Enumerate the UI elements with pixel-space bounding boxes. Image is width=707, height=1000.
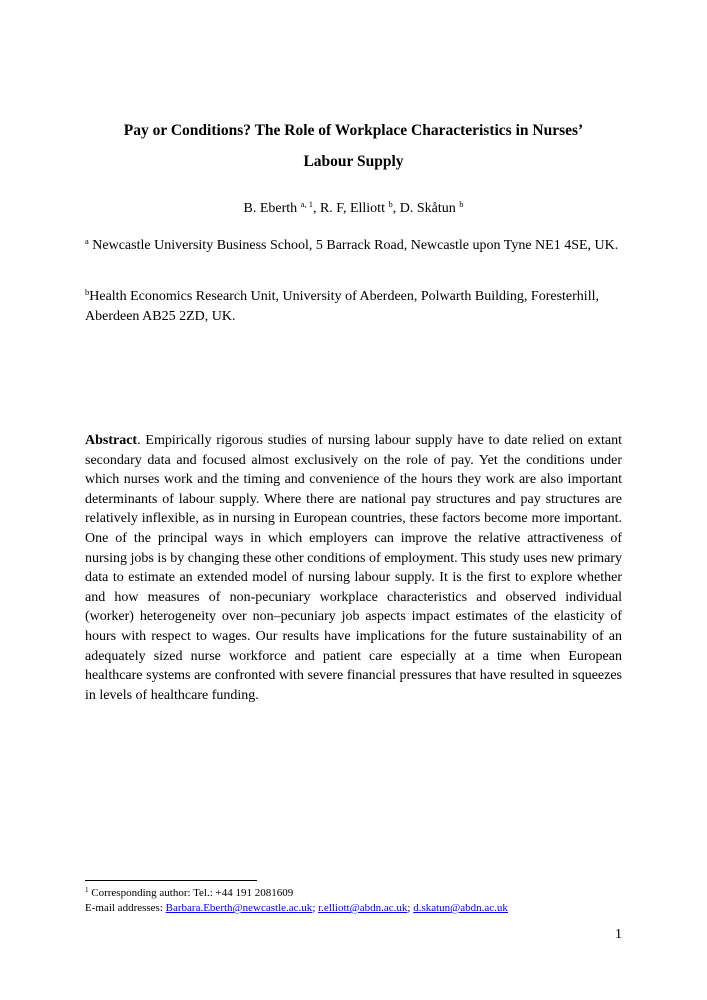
footnote-divider xyxy=(85,880,257,881)
author-affiliation-mark: b xyxy=(388,199,393,209)
affiliation-mark: b xyxy=(85,287,90,297)
page-number: 1 xyxy=(615,927,622,942)
footnote-emails: E-mail addresses: Barbara.Eberth@newcastle.ac.uk; r.elliott@abdn.ac.uk; d.skatun@abdn.ac.uk xyxy=(85,902,508,914)
affiliation-text: Health Economics Research Unit, University of Aberdeen, Polwarth Building, Foresterhill, Aberdeen AB25 2ZD, UK. xyxy=(85,289,599,324)
affiliation-text: Newcastle University Business School, 5 Barrack Road, Newcastle upon Tyne NE1 4SE, UK. xyxy=(92,238,619,253)
email-link-skatun[interactable]: d.skatun@abdn.ac.uk xyxy=(413,902,508,914)
affiliation-a xyxy=(85,236,625,256)
title-line-1: Pay or Conditions? The Role of Workplace Characteristics in Nurses’ xyxy=(123,122,584,139)
author-name: D. Skåtun xyxy=(399,201,456,216)
email-link-elliott[interactable]: r.elliott@abdn.ac.uk xyxy=(318,902,408,914)
author-name: R. F, Elliott xyxy=(319,201,385,216)
footnote-corresponding xyxy=(85,886,293,900)
footnote-mark: 1 xyxy=(85,886,89,894)
author-affiliation-mark: b xyxy=(459,199,464,209)
paper-title xyxy=(40,115,667,177)
affiliation-b xyxy=(85,287,625,327)
email-link-eberth[interactable]: Barbara.Eberth@newcastle.ac.uk xyxy=(165,902,313,914)
author-list: B. Eberth $^{a, 1}$, R. F, Elliott $^b$, D. Skåtun $^b$ xyxy=(243,199,464,216)
abstract xyxy=(85,431,622,705)
abstract-label: Abstract xyxy=(85,433,138,448)
footnote-text: Corresponding author: Tel.: +44 191 2081609 xyxy=(91,887,294,899)
title-line-2: Labour Supply xyxy=(303,153,404,170)
abstract-text: . Empirically rigorous studies of nursing labour supply have to date relied on extant secondary data and focused almost exclusively on the role of pay. Yet the conditions under which nurses work and the timing and convenience of the hours they work are also important determinants of labour supply. Where there are national pay structures and pay structures are relatively inflexible, as in nursing in European countries, these factors become more important. One of the principal ways in which employers can improve the relative attractiveness of nursing jobs is by changing these other conditions of employment. This study uses new primary data to estimate an extended model of nursing labour supply. It is the first to explore whether and how measures of non-pecuniary workplace characteristics and observed individual (worker) heterogeneity over non–pecuniary job aspects impact estimates of the elasticity of hours with respect to wages. Our results have implications for the future sustainability of an adequately sized nurse workforce and patient care especially at a time when European healthcare systems are confronted with severe financial pressures that have resulted in squeezes in levels of healthcare funding. xyxy=(85,433,622,703)
affiliation-mark: a xyxy=(85,236,89,246)
email-label: E-mail addresses: xyxy=(85,902,166,914)
author-name: B. Eberth xyxy=(243,201,298,216)
author-affiliation-mark: a, 1 xyxy=(300,199,313,209)
